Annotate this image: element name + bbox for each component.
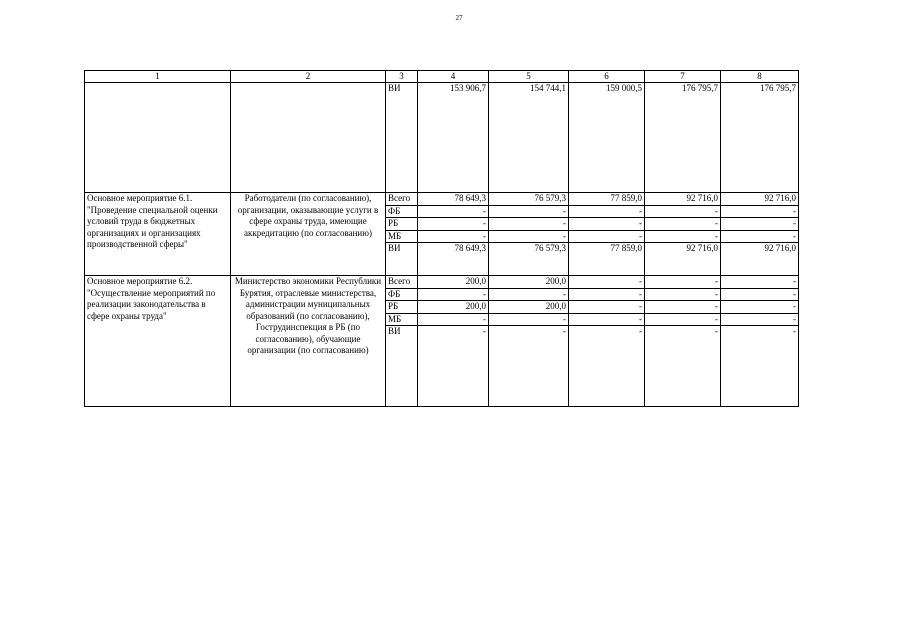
amount-cell: - [645, 313, 721, 326]
amount-cell: - [418, 218, 489, 231]
amount-cell: 153 906,7 [418, 83, 489, 193]
amount-cell: 200,0 [418, 276, 489, 289]
amount-cell: - [721, 276, 799, 289]
column-number: 6 [569, 71, 645, 83]
amount-cell: 92 716,0 [645, 243, 721, 276]
amount-cell: - [721, 230, 799, 243]
event-executor: Работодатели (по согласованию), организации, оказывающие услуги в сфере охраны труда, имеющие аккредитацию (по согласованию) [231, 193, 386, 276]
funding-source: РБ [386, 301, 418, 314]
amount-cell: 92 716,0 [721, 243, 799, 276]
amount-cell: - [645, 218, 721, 231]
funding-source: Всего [386, 193, 418, 206]
amount-cell: - [489, 288, 569, 301]
amount-cell: - [645, 230, 721, 243]
page-number: 27 [455, 14, 463, 22]
amount-cell: 76 579,3 [489, 243, 569, 276]
amount-cell: - [489, 205, 569, 218]
amount-cell: - [569, 326, 645, 407]
amount-cell: 92 716,0 [721, 193, 799, 206]
program-funding-table [84, 70, 799, 407]
amount-cell: 200,0 [489, 276, 569, 289]
amount-cell: - [721, 205, 799, 218]
amount-cell: 78 649,3 [418, 193, 489, 206]
funding-source: Всего [386, 276, 418, 289]
event-executor: Министерство экономики Республики Бурятия, отраслевые министерства, администрации муниципальных образований (по согласованию), Гострудинспекция в РБ (по согласованию), обучающие организации (по согласованию) [231, 276, 386, 407]
amount-cell: - [645, 301, 721, 314]
empty-cell [231, 83, 386, 193]
amount-cell: - [489, 218, 569, 231]
amount-cell: 200,0 [418, 301, 489, 314]
amount-cell: - [569, 301, 645, 314]
amount-cell: 200,0 [489, 301, 569, 314]
funding-source: ВИ [386, 243, 418, 276]
amount-cell: 154 744,1 [489, 83, 569, 193]
column-number: 8 [721, 71, 799, 83]
amount-cell: - [645, 276, 721, 289]
funding-source: ФБ [386, 288, 418, 301]
amount-cell: - [569, 313, 645, 326]
amount-cell: - [569, 218, 645, 231]
amount-cell: - [418, 313, 489, 326]
column-number: 5 [489, 71, 569, 83]
funding-source: ВИ [386, 83, 418, 193]
amount-cell: - [569, 288, 645, 301]
amount-cell: 78 649,3 [418, 243, 489, 276]
amount-cell: - [418, 230, 489, 243]
column-number: 7 [645, 71, 721, 83]
table-row [85, 276, 799, 289]
amount-cell: - [418, 288, 489, 301]
amount-cell: - [489, 313, 569, 326]
column-number: 4 [418, 71, 489, 83]
table-row [85, 193, 799, 206]
amount-cell: - [489, 326, 569, 407]
column-number: 1 [85, 71, 231, 83]
amount-cell: 176 795,7 [645, 83, 721, 193]
amount-cell: 77 859,0 [569, 193, 645, 206]
empty-cell [85, 83, 231, 193]
amount-cell: 76 579,3 [489, 193, 569, 206]
amount-cell: 176 795,7 [721, 83, 799, 193]
amount-cell: - [645, 205, 721, 218]
funding-source: МБ [386, 230, 418, 243]
amount-cell: - [721, 288, 799, 301]
funding-source: ФБ [386, 205, 418, 218]
column-number: 2 [231, 71, 386, 83]
amount-cell: - [645, 288, 721, 301]
amount-cell: 77 859,0 [569, 243, 645, 276]
event-title: Основное мероприятие 6.1. "Проведение специальной оценки условий труда в бюджетных организациях и организациях производственной сферы" [85, 193, 231, 276]
funding-source: МБ [386, 313, 418, 326]
amount-cell: - [645, 326, 721, 407]
amount-cell: 159 000,5 [569, 83, 645, 193]
table-row [85, 83, 799, 193]
amount-cell: - [569, 230, 645, 243]
column-number: 3 [386, 71, 418, 83]
column-number-header [85, 71, 799, 83]
event-title: Основное мероприятие 6.2. "Осуществление мероприятий по реализации законодательства в сфере охраны труда" [85, 276, 231, 407]
amount-cell: - [569, 205, 645, 218]
amount-cell: - [489, 230, 569, 243]
amount-cell: - [721, 301, 799, 314]
amount-cell: - [418, 205, 489, 218]
amount-cell: - [721, 326, 799, 407]
amount-cell: - [721, 313, 799, 326]
amount-cell: - [569, 276, 645, 289]
funding-source: РБ [386, 218, 418, 231]
amount-cell: 92 716,0 [645, 193, 721, 206]
amount-cell: - [721, 218, 799, 231]
amount-cell: - [418, 326, 489, 407]
funding-source: ВИ [386, 326, 418, 407]
